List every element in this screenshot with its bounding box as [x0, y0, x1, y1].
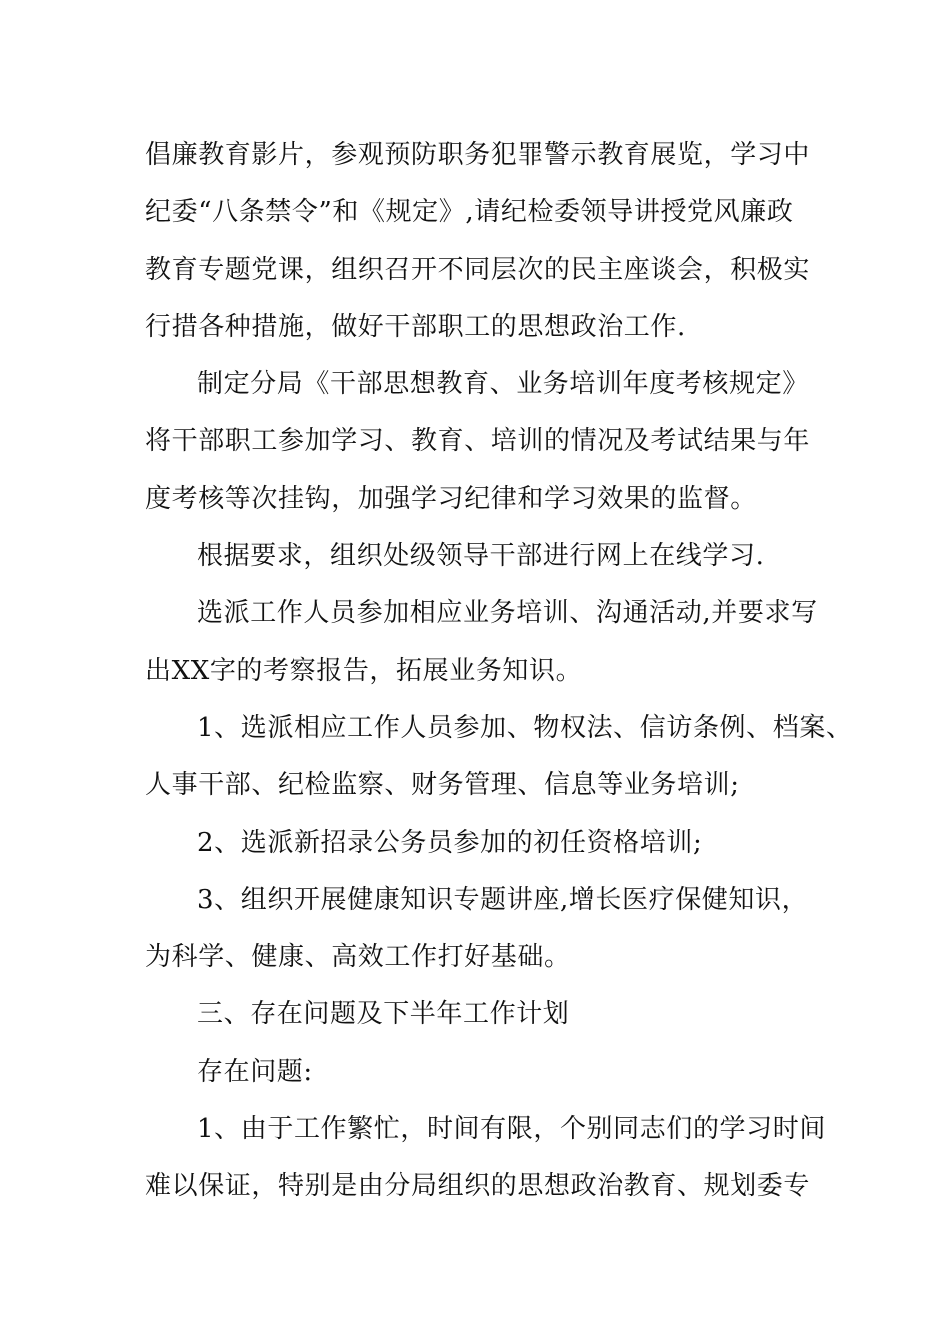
subsection-heading: 存在问题:	[197, 1056, 313, 1087]
section-heading: 三、存在问题及下半年工作计划	[197, 999, 570, 1030]
text-line: 2、选派新招录公务员参加的初任资格培训;	[197, 827, 703, 858]
text-line: 教育专题党课，组织召开不同层次的民主座谈会，积极实	[145, 254, 811, 285]
text-line: 纪委“八条禁令”和《规定》,请纪检委领导讲授党风廉政	[145, 197, 794, 228]
document-body	[145, 127, 853, 1216]
text-line: 根据要求，组织处级领导干部进行网上在线学习.	[197, 541, 765, 572]
text-line: 度考核等次挂钩，加强学习纪律和学习效果的监督。	[145, 483, 757, 514]
text-line: 行措各种措施，做好干部职工的思想政治工作.	[145, 311, 686, 342]
text-line: 将干部职工参加学习、教育、培训的情况及考试结果与年	[145, 426, 811, 457]
text-line: 1、选派相应工作人员参加、物权法、信访条例、档案、	[197, 712, 853, 743]
text-line: 倡廉教育影片，参观预防职务犯罪警示教育展览，学习中	[145, 140, 811, 170]
text-line: 3、组织开展健康知识专题讲座,增长医疗保健知识，	[197, 884, 809, 915]
text-line: 难以保证，特别是由分局组织的思想政治教育、规划委专	[145, 1171, 811, 1202]
text-line: 制定分局《干部思想教育、业务培训年度考核规定》	[197, 369, 809, 400]
text-line: 为科学、健康、高效工作打好基础。	[145, 942, 571, 973]
text-line: 人事干部、纪检监察、财务管理、信息等业务培训;	[145, 770, 740, 801]
text-line: 1、由于工作繁忙，时间有限，个别同志们的学习时间	[197, 1114, 826, 1145]
text-line: 选派工作人员参加相应业务培训、沟通活动,并要求写	[197, 598, 818, 629]
text-line: 出XX字的考察报告，拓展业务知识。	[145, 655, 583, 686]
